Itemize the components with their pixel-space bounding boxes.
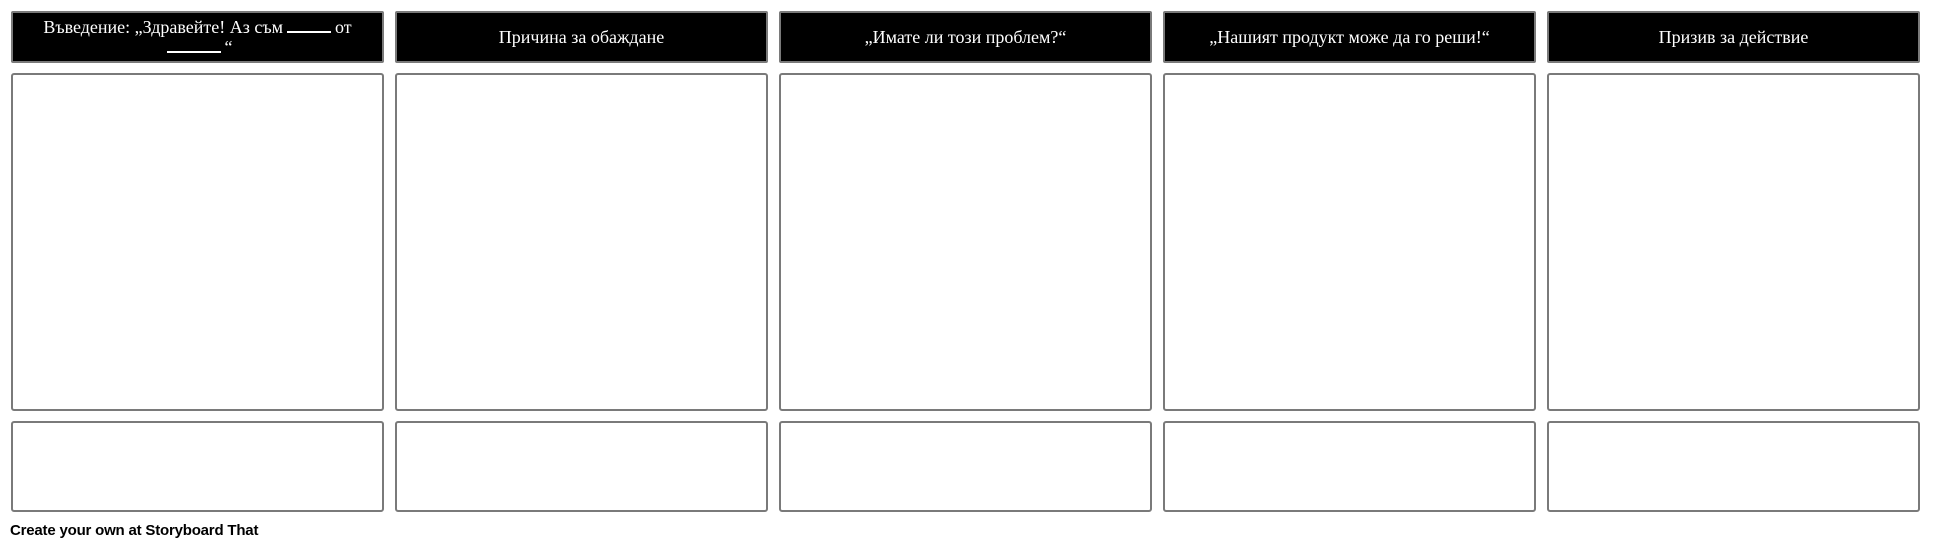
scene-cell-1[interactable] (11, 73, 384, 411)
name-blank (287, 31, 331, 33)
title-cell-3[interactable] (779, 11, 1152, 63)
title-1-part-before: Въведение: „Здравейте! Аз съм (43, 17, 284, 37)
scene-cell-2[interactable] (395, 73, 768, 411)
company-blank (167, 51, 221, 53)
description-cell-3[interactable] (779, 421, 1152, 512)
title-cell-4[interactable] (1163, 11, 1536, 63)
title-cell-2[interactable] (395, 11, 768, 63)
description-cell-1[interactable] (11, 421, 384, 512)
scene-cell-5[interactable] (1547, 73, 1920, 411)
title-text-3: „Имате ли този проблем?“ (864, 27, 1067, 47)
scene-cell-4[interactable] (1163, 73, 1536, 411)
title-1-part-after: “ (224, 37, 233, 57)
title-1-part-middle: от (335, 17, 352, 37)
description-cell-4[interactable] (1163, 421, 1536, 512)
title-text-1 (43, 17, 351, 57)
title-text-2: Причина за обаждане (498, 27, 665, 47)
title-cell-1[interactable] (11, 11, 384, 63)
description-cell-5[interactable] (1547, 421, 1920, 512)
title-text-5: Призив за действие (1658, 27, 1809, 47)
scene-cell-3[interactable] (779, 73, 1152, 411)
title-cell-5[interactable] (1547, 11, 1920, 63)
footer-credit-link[interactable]: Create your own at Storyboard That (10, 522, 259, 539)
description-cell-2[interactable] (395, 421, 768, 512)
title-text-4: „Нашият продукт може да го реши!“ (1209, 27, 1490, 47)
